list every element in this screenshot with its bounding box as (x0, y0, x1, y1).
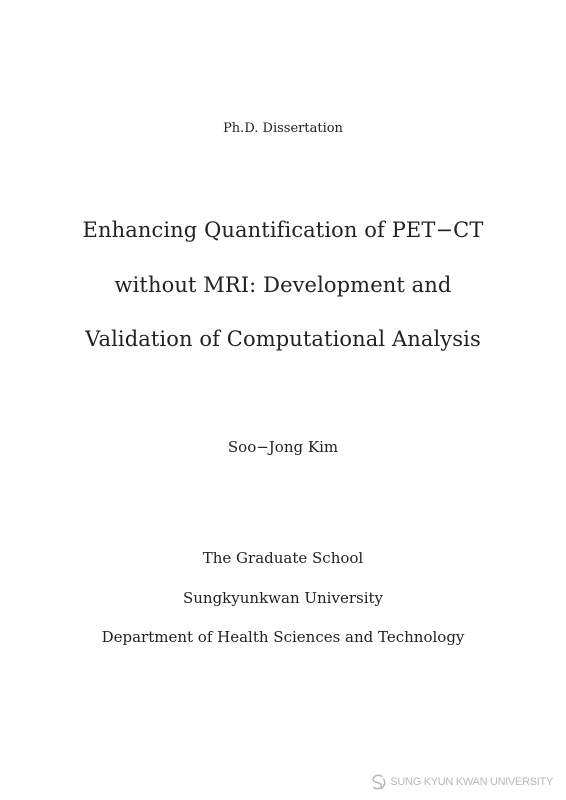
title-line-1: Enhancing Quantification of PET−CT (82, 218, 484, 242)
title-line-3: Validation of Computational Analysis (85, 327, 481, 351)
university-name: Sungkyunkwan University (182, 589, 383, 607)
university-watermark (369, 772, 553, 791)
watermark-text: SUNG KYUN KWAN UNIVERSITY (390, 775, 553, 788)
department-name: Department of Health Sciences and Technology (101, 628, 465, 646)
author-name: Soo−Jong Kim (227, 438, 339, 456)
degree-type: Ph.D. Dissertation (223, 121, 343, 136)
graduate-school: The Graduate School (202, 549, 364, 567)
skku-logo-icon (369, 772, 388, 791)
title-line-2: without MRI: Development and (114, 273, 452, 297)
